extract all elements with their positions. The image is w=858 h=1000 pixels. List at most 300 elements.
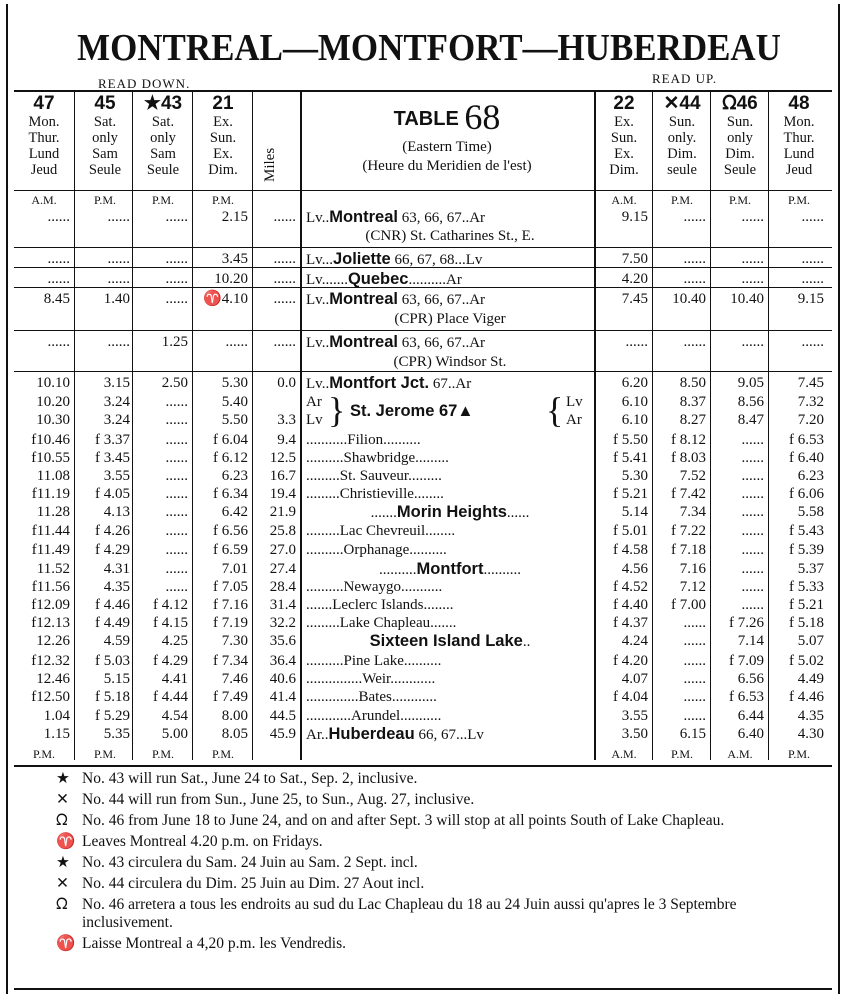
down-time-cell: f 4.46	[95, 597, 130, 613]
down-time-cell: ♈4.10	[203, 291, 248, 307]
down-time-cell: f11.49	[31, 542, 70, 558]
station-name: Lv..Montfort Jct. 67..Ar	[306, 374, 472, 392]
miles-cell: ......	[273, 271, 296, 287]
train-day-label: Ex.	[614, 114, 634, 130]
footnote	[56, 854, 826, 872]
footnote-symbol: ★	[56, 770, 70, 787]
miles-cell: 31.4	[269, 597, 296, 613]
down-ampm-bottom: P.M.	[211, 747, 234, 761]
up-time-cell: ......	[683, 271, 706, 287]
page-title: MONTREAL—MONTFORT—HUBERDEAU	[77, 27, 781, 69]
row-rule	[14, 371, 832, 372]
up-time-cell: 5.37	[797, 561, 824, 577]
down-time-cell: f 4.12	[153, 597, 188, 613]
up-time-cell: ......	[683, 615, 706, 631]
footnote-text: No. 44 will run from Sun., June 25, to Sun., Aug. 27, inclusive.	[82, 791, 475, 808]
footnote-text: No. 46 arretera a tous les endroits au sud du Lac Chapleau du 18 au 24 Juin aussi qu'apres le 3 Septembre inclusivement.	[82, 896, 737, 931]
up-time-cell: f 7.22	[671, 523, 706, 539]
down-time-cell: ......	[47, 334, 70, 350]
down-time-cell: 8.45	[43, 291, 70, 307]
st-jerome-brace-right: {	[546, 390, 564, 430]
miles-cell: ......	[273, 251, 296, 267]
station-name: Lv..Montreal 63, 66, 67..Ar	[306, 290, 486, 308]
miles-cell: 41.4	[269, 689, 296, 705]
down-time-cell: ......	[165, 504, 188, 520]
up-time-cell: 4.07	[621, 671, 648, 687]
column-rule	[74, 92, 75, 760]
up-time-cell: f 5.18	[789, 615, 824, 631]
train-number: ᘯ46	[722, 93, 758, 114]
column-rule	[768, 92, 769, 760]
up-time-cell: f 5.21	[613, 486, 648, 502]
miles-cell: 45.9	[269, 726, 296, 742]
down-time-cell: f12.32	[31, 653, 70, 669]
up-column-header	[596, 94, 652, 178]
train-day-label: seule	[667, 162, 697, 178]
down-column-header	[194, 94, 252, 178]
up-time-cell: ......	[741, 504, 764, 520]
train-day-label: Dim.	[208, 162, 238, 178]
station-name: ..........Shawbridge.........	[306, 450, 449, 466]
down-time-cell: 1.15	[43, 726, 70, 742]
down-time-cell: 5.50	[221, 412, 248, 428]
row-rule	[14, 330, 832, 331]
up-time-cell: f 6.06	[789, 486, 824, 502]
station-name: .........Lac Chevreuil........	[306, 523, 456, 539]
footnote-symbol: ᘯ	[56, 812, 68, 829]
station-name: Lv...Joliette 66, 67, 68...Lv	[306, 250, 483, 268]
st-jerome-left-ar: Ar	[306, 394, 322, 410]
down-time-cell: f 5.18	[95, 689, 130, 705]
down-time-cell: ......	[165, 468, 188, 484]
footnotes	[56, 770, 826, 956]
down-time-cell: f11.56	[31, 579, 70, 595]
miles-cell: 12.5	[269, 450, 296, 466]
footnote-symbol: ✕	[56, 791, 69, 808]
down-time-cell: 11.08	[36, 468, 70, 484]
down-time-cell: ......	[165, 450, 188, 466]
notes-top-rule	[14, 765, 832, 767]
up-time-cell: 7.32	[797, 394, 824, 410]
down-time-cell: 7.30	[221, 633, 248, 649]
timezone-fr: (Heure du Meridien de l'est)	[362, 158, 532, 174]
station-name: Sixteen Island Lake..	[369, 632, 531, 650]
up-time-cell: f 7.18	[671, 542, 706, 558]
up-time-cell: ......	[741, 432, 764, 448]
up-time-cell: 5.58	[797, 504, 824, 520]
up-ampm-top: P.M.	[728, 193, 751, 207]
down-ampm-bottom: P.M.	[32, 747, 55, 761]
train-day-label: Dim.	[609, 162, 639, 178]
miles-cell: 28.4	[269, 579, 296, 595]
station-name: ...........Filion..........	[306, 432, 421, 448]
up-time-cell: 5.14	[621, 504, 648, 520]
down-time-cell: f 3.37	[95, 432, 130, 448]
footnote	[56, 935, 826, 953]
station-name: (CPR) Windsor St.	[393, 354, 507, 370]
down-time-cell: ......	[165, 251, 188, 267]
down-time-cell: f 4.26	[95, 523, 130, 539]
up-time-cell: 7.12	[679, 579, 706, 595]
up-time-cell: ......	[683, 708, 706, 724]
up-time-cell: ......	[741, 579, 764, 595]
up-time-cell: ......	[741, 271, 764, 287]
down-time-cell: ......	[107, 209, 130, 225]
miles-header: Miles	[262, 147, 278, 182]
station-name: Lv.......Quebec..........Ar	[306, 270, 462, 288]
down-time-cell: ......	[165, 432, 188, 448]
up-time-cell: f 5.43	[789, 523, 824, 539]
down-time-cell: f 7.05	[213, 579, 248, 595]
station-name: .........St. Sauveur.........	[306, 468, 442, 484]
train-day-label: Sun.	[610, 130, 638, 146]
up-time-cell: f 7.09	[729, 653, 764, 669]
up-time-cell: ......	[683, 689, 706, 705]
miles-cell: 25.8	[269, 523, 296, 539]
down-time-cell: f 4.49	[95, 615, 130, 631]
up-time-cell: 6.10	[621, 394, 648, 410]
down-ampm-top: P.M.	[211, 193, 234, 207]
up-time-cell: ......	[741, 597, 764, 613]
up-time-cell: f 6.40	[789, 450, 824, 466]
down-time-cell: 5.15	[103, 671, 130, 687]
table-heading	[302, 96, 592, 176]
down-time-cell: 7.46	[221, 671, 248, 687]
station-name: ..........Montfort..........	[379, 560, 521, 578]
down-time-cell: ......	[47, 271, 70, 287]
up-time-cell: ......	[741, 542, 764, 558]
up-time-cell: 10.40	[672, 291, 706, 307]
train-day-label: Sat.	[151, 114, 175, 130]
up-time-cell: 7.16	[679, 561, 706, 577]
footnote-text: No. 43 will run Sat., June 24 to Sat., Sep. 2, inclusive.	[82, 770, 418, 787]
footnote-text: Laisse Montreal a 4,20 p.m. les Vendredis.	[82, 935, 347, 952]
miles-cell: 35.6	[269, 633, 296, 649]
down-time-cell: ......	[107, 251, 130, 267]
timezone-en: (Eastern Time)	[402, 139, 492, 155]
train-number: ✕44	[663, 93, 701, 114]
train-day-label: Lund	[783, 146, 815, 162]
down-time-cell: f11.19	[31, 486, 70, 502]
read-down-label: READ DOWN.	[98, 76, 191, 91]
down-time-cell: f12.13	[31, 615, 70, 631]
down-time-cell: f 4.29	[95, 542, 130, 558]
down-time-cell: 8.00	[221, 708, 248, 724]
notes-bottom-rule	[14, 988, 832, 990]
train-day-label: Mon.	[783, 114, 815, 130]
train-day-label: only	[150, 130, 176, 146]
down-column-header	[76, 94, 134, 178]
up-time-cell: 5.30	[621, 468, 648, 484]
footnote-text: No. 46 from June 18 to June 24, and on and after Sept. 3 will stop at all points South of Lake Chapleau.	[82, 812, 725, 829]
up-time-cell: 9.15	[797, 291, 824, 307]
station-name: .......Morin Heights......	[370, 503, 530, 521]
station-name: ..........Newaygo...........	[306, 579, 443, 595]
train-day-label: Sun.	[726, 114, 754, 130]
down-time-cell: 8.05	[221, 726, 248, 742]
up-ampm-bottom: A.M.	[727, 747, 753, 761]
down-time-cell: 10.20	[36, 394, 70, 410]
footnote-text: Leaves Montreal 4.20 p.m. on Fridays.	[82, 833, 323, 850]
up-time-cell: 7.20	[797, 412, 824, 428]
down-time-cell: ......	[107, 334, 130, 350]
train-number: 48	[788, 93, 810, 114]
down-time-cell: 4.31	[103, 561, 130, 577]
up-time-cell: f 7.42	[671, 486, 706, 502]
read-up-label: READ UP.	[652, 71, 718, 86]
up-time-cell: f 4.04	[613, 689, 648, 705]
station-name: (CPR) Place Viger	[394, 311, 506, 327]
column-rule	[710, 92, 711, 760]
column-rule	[252, 92, 253, 760]
train-day-label: Ex.	[213, 114, 233, 130]
up-time-cell: 4.49	[797, 671, 824, 687]
down-time-cell: f 4.15	[153, 615, 188, 631]
down-time-cell: 3.24	[103, 412, 130, 428]
column-rule	[300, 92, 302, 760]
train-day-label: only	[92, 130, 118, 146]
up-time-cell: f 8.03	[671, 450, 706, 466]
down-ampm-bottom: P.M.	[151, 747, 174, 761]
train-day-label: Seule	[146, 162, 180, 178]
down-time-cell: f 7.49	[213, 689, 248, 705]
up-time-cell: 3.50	[621, 726, 648, 742]
down-time-cell: 12.46	[36, 671, 70, 687]
up-time-cell: ......	[741, 334, 764, 350]
down-time-cell: 5.35	[103, 726, 130, 742]
down-time-cell: 10.10	[36, 375, 70, 391]
down-time-cell: 1.25	[161, 334, 188, 350]
up-ampm-bottom: P.M.	[787, 747, 810, 761]
down-time-cell: 10.30	[36, 412, 70, 428]
down-time-cell: ......	[165, 291, 188, 307]
up-time-cell: ......	[625, 334, 648, 350]
down-time-cell: f 6.34	[213, 486, 248, 502]
down-ampm-top: P.M.	[151, 193, 174, 207]
up-ampm-top: P.M.	[670, 193, 693, 207]
down-time-cell: 3.45	[221, 251, 248, 267]
miles-cell: 27.4	[269, 561, 296, 577]
down-time-cell: 5.00	[161, 726, 188, 742]
up-time-cell: f 5.50	[613, 432, 648, 448]
up-time-cell: 6.40	[737, 726, 764, 742]
miles-cell: 19.4	[269, 486, 296, 502]
down-time-cell: ......	[165, 523, 188, 539]
up-time-cell: 4.24	[621, 633, 648, 649]
down-time-cell: 3.24	[103, 394, 130, 410]
up-time-cell: ......	[741, 468, 764, 484]
up-time-cell: f 5.02	[789, 653, 824, 669]
down-time-cell: 5.30	[221, 375, 248, 391]
up-time-cell: 5.07	[797, 633, 824, 649]
down-time-cell: 12.26	[36, 633, 70, 649]
up-time-cell: 6.15	[679, 726, 706, 742]
station-name: .......Leclerc Islands........	[306, 597, 454, 613]
miles-cell: ......	[273, 209, 296, 225]
down-time-cell: 6.42	[221, 504, 248, 520]
train-day-label: Seule	[88, 162, 122, 178]
train-day-label: Thur.	[28, 130, 60, 146]
footnote	[56, 833, 826, 851]
up-time-cell: 4.30	[797, 726, 824, 742]
up-time-cell: f 5.33	[789, 579, 824, 595]
miles-cell: 32.2	[269, 615, 296, 631]
down-time-cell: 4.41	[161, 671, 188, 687]
station-name: ..........Orphanage..........	[306, 542, 447, 558]
up-time-cell: 9.05	[737, 375, 764, 391]
train-day-label: Sam	[150, 146, 176, 162]
train-day-label: Sun.	[209, 130, 237, 146]
train-number: 47	[33, 93, 55, 114]
up-time-cell: 6.20	[621, 375, 648, 391]
miles-cell: 21.9	[269, 504, 296, 520]
down-time-cell: ......	[225, 334, 248, 350]
down-time-cell: f 7.16	[213, 597, 248, 613]
down-time-cell: ......	[165, 271, 188, 287]
up-time-cell: 8.47	[737, 412, 764, 428]
up-time-cell: ......	[683, 251, 706, 267]
up-time-cell: 4.20	[621, 271, 648, 287]
train-day-label: Ex.	[213, 146, 233, 162]
station-name: ...............Weir............	[306, 671, 436, 687]
up-time-cell: f 4.20	[613, 653, 648, 669]
up-time-cell: f 8.12	[671, 432, 706, 448]
footnote-text: No. 43 circulera du Sam. 24 Juin au Sam. 2 Sept. incl.	[82, 854, 418, 871]
up-time-cell: ......	[683, 671, 706, 687]
up-time-cell: f 4.58	[613, 542, 648, 558]
up-time-cell: ......	[801, 209, 824, 225]
up-time-cell: 8.50	[679, 375, 706, 391]
st-jerome-brace-left: }	[328, 390, 346, 430]
up-time-cell: f 6.53	[729, 689, 764, 705]
up-time-cell: f 4.37	[613, 615, 648, 631]
down-time-cell: ......	[47, 251, 70, 267]
up-time-cell: f 4.40	[613, 597, 648, 613]
footnote-symbol: ✕	[56, 875, 69, 892]
up-column-header	[712, 94, 768, 178]
down-time-cell: f 4.44	[153, 689, 188, 705]
down-time-cell: 11.52	[36, 561, 70, 577]
miles-cell: 3.3	[277, 412, 296, 428]
up-time-cell: 8.27	[679, 412, 706, 428]
up-time-cell: ......	[741, 251, 764, 267]
footnote-symbol: ♈	[56, 935, 76, 952]
train-day-label: Dim.	[667, 146, 697, 162]
up-time-cell: f 4.46	[789, 689, 824, 705]
up-time-cell: f 5.41	[613, 450, 648, 466]
column-rule	[652, 92, 653, 760]
up-time-cell: ......	[683, 334, 706, 350]
up-time-cell: 7.34	[679, 504, 706, 520]
up-time-cell: 6.56	[737, 671, 764, 687]
train-day-label: Sat.	[93, 114, 117, 130]
down-time-cell: ......	[165, 412, 188, 428]
train-number: 22	[613, 93, 635, 114]
train-day-label: Sun.	[668, 114, 696, 130]
up-time-cell: 7.50	[621, 251, 648, 267]
up-time-cell: ......	[683, 209, 706, 225]
footnote-text: No. 44 circulera du Dim. 25 Juin au Dim. 27 Aout incl.	[82, 875, 425, 892]
up-ampm-bottom: P.M.	[670, 747, 693, 761]
train-day-label: only.	[667, 130, 697, 146]
down-time-cell: 4.35	[103, 579, 130, 595]
down-time-cell: 6.23	[221, 468, 248, 484]
train-day-label: Lund	[28, 146, 60, 162]
miles-cell: 44.5	[269, 708, 296, 724]
footnote	[56, 812, 826, 830]
up-time-cell: ......	[801, 271, 824, 287]
down-time-cell: ......	[165, 486, 188, 502]
up-time-cell: f 5.21	[789, 597, 824, 613]
footnote	[56, 875, 826, 893]
down-time-cell: ......	[165, 394, 188, 410]
down-time-cell: 4.59	[103, 633, 130, 649]
footnote	[56, 791, 826, 809]
st-jerome-right-lv: Lv	[566, 394, 583, 410]
train-day-label: Dim.	[725, 146, 755, 162]
down-time-cell: ......	[165, 542, 188, 558]
up-time-cell: 8.56	[737, 394, 764, 410]
down-time-cell: f 7.19	[213, 615, 248, 631]
miles-cell: 16.7	[269, 468, 296, 484]
station-name: ..........Pine Lake..........	[306, 653, 442, 669]
train-day-label: Jeud	[30, 162, 58, 178]
down-time-cell: 4.54	[161, 708, 188, 724]
footnote-symbol: ♈	[56, 833, 76, 850]
station-name: (CNR) St. Catharines St., E.	[365, 228, 535, 244]
train-number: 21	[212, 93, 234, 114]
station-name: Lv..Montreal 63, 66, 67..Ar	[306, 333, 486, 351]
up-time-cell: ......	[741, 450, 764, 466]
down-time-cell: 11.28	[36, 504, 70, 520]
miles-cell: ......	[273, 334, 296, 350]
down-time-cell: f 6.56	[213, 523, 248, 539]
train-day-label: Ex.	[614, 146, 634, 162]
down-time-cell: ......	[165, 561, 188, 577]
footnote-symbol: ᘯ	[56, 896, 68, 913]
down-time-cell: 3.15	[103, 375, 130, 391]
up-column-header	[654, 94, 710, 178]
down-column-header	[14, 94, 74, 178]
station-name: ............Arundel...........	[306, 708, 442, 724]
up-time-cell: 9.15	[621, 209, 648, 225]
footnote	[56, 896, 826, 932]
down-column-header	[134, 94, 192, 178]
up-time-cell: ......	[741, 561, 764, 577]
down-time-cell: f12.50	[31, 689, 70, 705]
up-time-cell: 4.35	[797, 708, 824, 724]
station-name: Ar..Huberdeau 66, 67...Lv	[306, 725, 484, 743]
up-time-cell: 3.55	[621, 708, 648, 724]
down-time-cell: f 3.45	[95, 450, 130, 466]
up-time-cell: 4.56	[621, 561, 648, 577]
down-time-cell: 2.50	[161, 375, 188, 391]
footnote	[56, 770, 826, 788]
train-day-label: Mon.	[28, 114, 60, 130]
station-name: ..............Bates............	[306, 689, 437, 705]
miles-cell: 9.4	[277, 432, 296, 448]
column-rule	[192, 92, 193, 760]
up-ampm-top: A.M.	[611, 193, 637, 207]
up-time-cell: 6.23	[797, 468, 824, 484]
down-time-cell: 7.01	[221, 561, 248, 577]
train-day-label: Seule	[723, 162, 757, 178]
station-name: .........Lake Chapleau.......	[306, 615, 457, 631]
train-number: ★43	[143, 93, 183, 114]
up-time-cell: 7.45	[621, 291, 648, 307]
up-time-cell: f 6.53	[789, 432, 824, 448]
up-time-cell: f 5.39	[789, 542, 824, 558]
